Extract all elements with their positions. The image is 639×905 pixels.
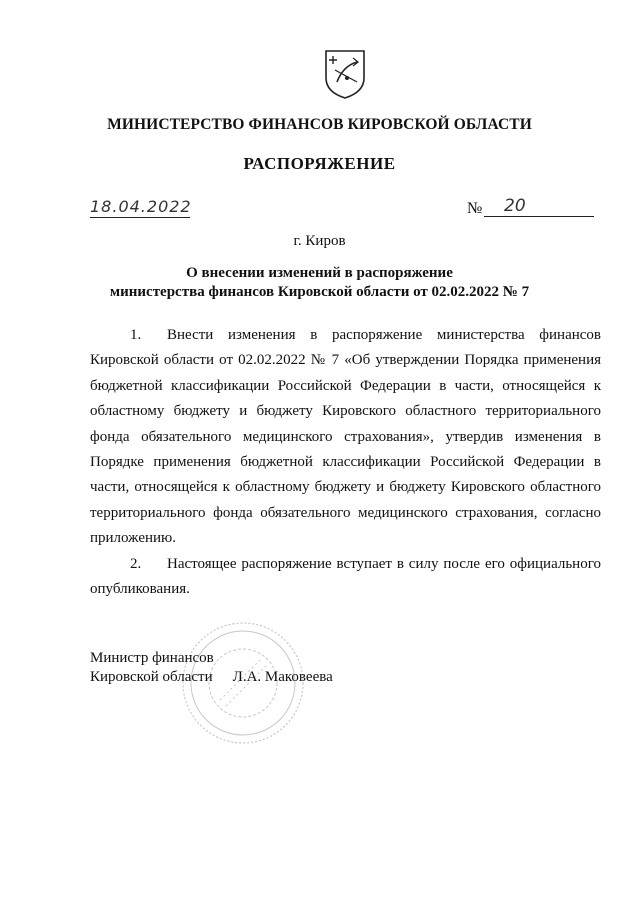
signature-block xyxy=(90,649,333,687)
signature-position-line-2: Кировской области Л.А. Маковеева xyxy=(90,669,333,685)
document-subject xyxy=(0,264,639,302)
subject-line-2: министерства финансов Кировской области от 02.02.2022 № 7 xyxy=(109,284,530,300)
number-sign: № xyxy=(467,200,483,217)
document-body xyxy=(90,323,601,602)
document-number: 20 xyxy=(484,196,594,217)
kirov-coat-of-arms-icon xyxy=(323,48,367,100)
paragraph-1-text: Внести изменения в распоряжение министерства финансов Кировской области от 02.02.2022 № 7 «Об утверждении Порядка применения бюджетной классификации Российской Федерации в части, относящейся к областному бюджету и бюджету Кировского областного территориального фонда обязательного медицинского страхования», утвердив изменения в Порядке применения бюджетной классификации Российской Федерации в части, относящейся к областному бюджету и бюджету Кировского областного территориального фонда обязательного медицинского страхования, согласно приложению. xyxy=(90,327,601,547)
city-label: г. Киров xyxy=(293,233,346,249)
paragraph-2-text: Настоящее распоряжение вступает в силу после его официального опубликования. xyxy=(90,555,601,598)
paragraph-1-number: 1. xyxy=(130,327,142,343)
ministry-title: МИНИСТЕРСТВО ФИНАНСОВ КИРОВСКОЙ ОБЛАСТИ xyxy=(107,116,532,133)
document-type-title: РАСПОРЯЖЕНИЕ xyxy=(243,154,396,173)
document-date: 18.04.2022 xyxy=(90,197,192,216)
subject-line-1: О внесении изменений в распоряжение xyxy=(186,265,453,281)
paragraph-2 xyxy=(90,552,601,603)
signature-position-line-1: Министр финансов xyxy=(90,650,214,666)
signatory-name: Л.А. Маковеева xyxy=(232,669,333,685)
paragraph-2-number: 2. xyxy=(130,555,142,572)
paragraph-1 xyxy=(90,323,601,552)
